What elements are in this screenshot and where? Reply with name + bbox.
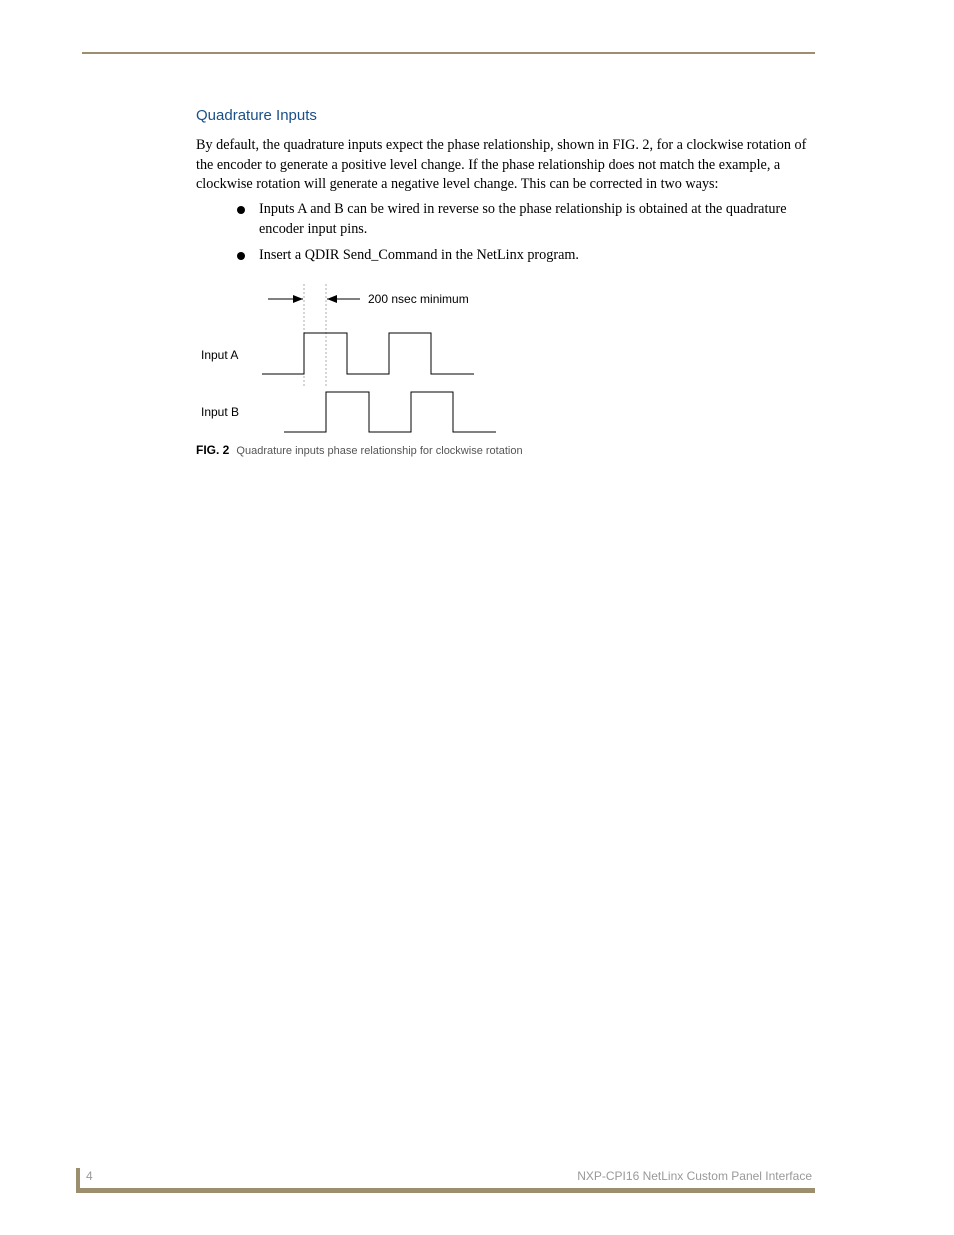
figure-label: FIG. 2: [196, 443, 230, 457]
footer-rule: [76, 1188, 815, 1193]
intro-paragraph: By default, the quadrature inputs expect the phase relationship, shown in FIG. 2, for a clockwise rotation of the encoder to generate a positive level change. If the phase relationship does not match the example, a clockwise rotation will generate a negative level change. This can be corrected in two ways:: [196, 137, 807, 192]
section-heading: Quadrature Inputs: [196, 107, 317, 124]
figure-caption: [196, 443, 523, 457]
list-item-text: Insert a QDIR Send_Command in the NetLinx program.: [259, 247, 579, 263]
signal-b-label: Input B: [201, 405, 240, 419]
timing-label: 200 nsec minimum: [368, 292, 469, 306]
signal-b-waveform: [284, 392, 496, 432]
signal-a-waveform: [262, 333, 474, 374]
list-item-text: Inputs A and B can be wired in reverse so the phase relationship is obtained at the quadrature encoder input pins.: [259, 201, 787, 237]
page-number: 4: [86, 1169, 93, 1183]
figure-caption-text: Quadrature inputs phase relationship for clockwise rotation: [236, 445, 523, 457]
timing-diagram: [0, 0, 954, 470]
signal-a-label: Input A: [201, 348, 239, 362]
document-title: NXP-CPI16 NetLinx Custom Panel Interface: [577, 1169, 812, 1183]
